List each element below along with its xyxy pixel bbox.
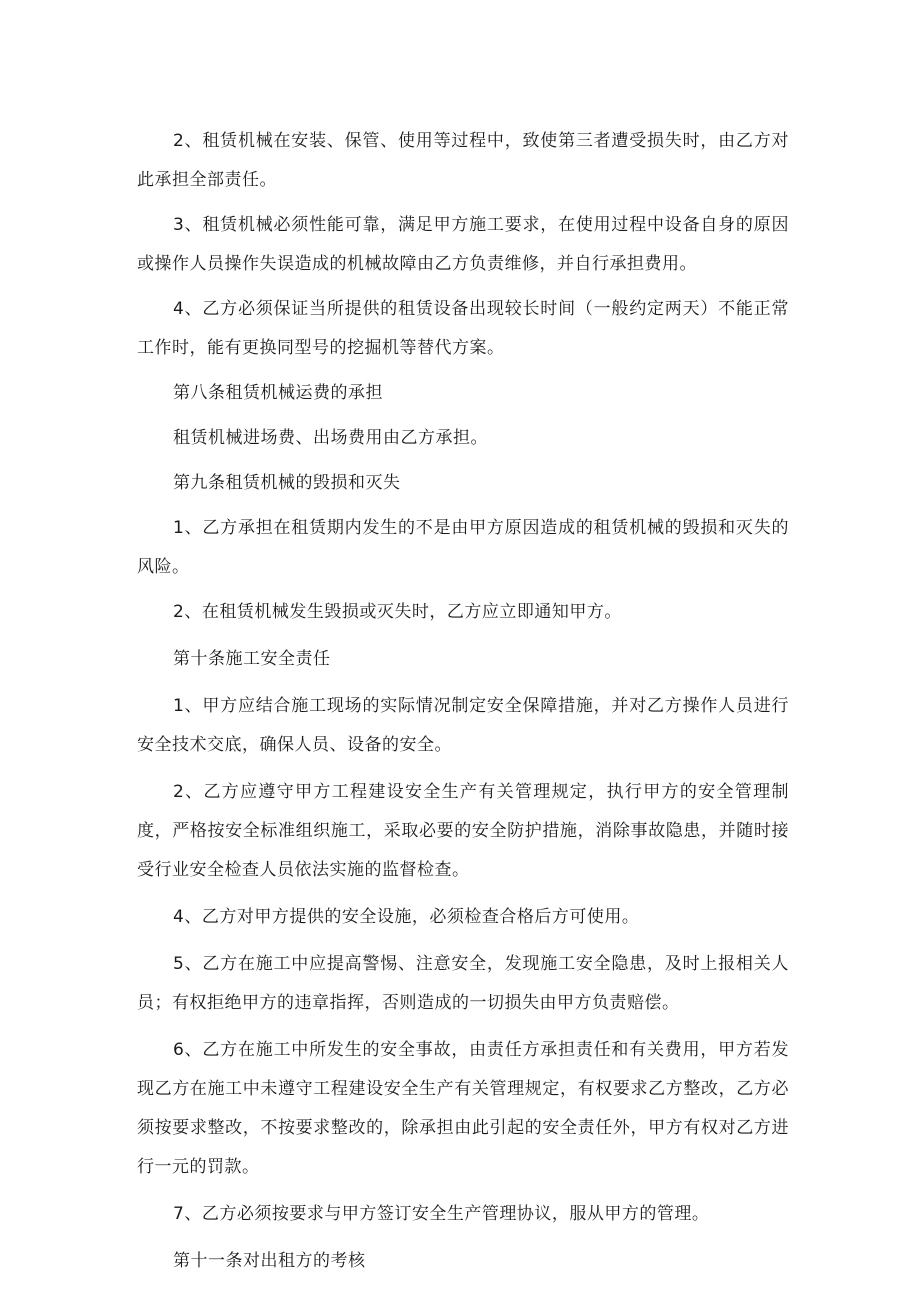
clause-paragraph: 租赁机械进场费、出场费用由乙方承担。 bbox=[173, 428, 488, 448]
document-body bbox=[137, 122, 789, 1281]
clause-paragraph: 4、乙方对甲方提供的安全设施，必须检查合格后方可使用。 bbox=[173, 907, 640, 927]
article-heading: 第十条施工安全责任 bbox=[173, 649, 331, 669]
clause-paragraph: 6、乙方在施工中所发生的安全事故，由责任方承担责任和有关费用，甲方若发现乙方在施工中未遵守工程建设安全生产有关管理规定，有权要求乙方整改，乙方必须按要求整改，不按要求整改的，除承担由此引起的安全责任外，甲方有权对乙方进行一元的罚款。 bbox=[137, 1040, 789, 1177]
clause-paragraph: 2、在租赁机械发生毁损或灭失时，乙方应立即通知甲方。 bbox=[173, 602, 622, 622]
clause-paragraph: 4、乙方必须保证当所提供的租赁设备出现较长时间（一般约定两天）不能正常工作时，能有更换同型号的挖掘机等替代方案。 bbox=[137, 299, 789, 358]
clause-paragraph: 1、甲方应结合施工现场的实际情况制定安全保障措施，并对乙方操作人员进行安全技术交底，确保人员、设备的安全。 bbox=[137, 696, 789, 755]
clause-paragraph: 2、乙方应遵守甲方工程建设安全生产有关管理规定，执行甲方的安全管理制度，严格按安全标准组织施工，采取必要的安全防护措施，消除事故隐患，并随时接受行业安全检查人员依法实施的监督检查。 bbox=[137, 782, 789, 880]
clause-paragraph: 3、租赁机械必须性能可靠，满足甲方施工要求，在使用过程中设备自身的原因或操作人员操作失误造成的机械故障由乙方负责维修，并自行承担费用。 bbox=[137, 215, 789, 274]
clause-paragraph: 5、乙方在施工中应提高警惕、注意安全，发现施工安全隐患，及时上报相关人员；有权拒绝甲方的违章指挥，否则造成的一切损失由甲方负责赔偿。 bbox=[137, 954, 789, 1013]
article-heading: 第九条租赁机械的毁损和灭失 bbox=[173, 473, 401, 493]
clause-paragraph: 2、租赁机械在安装、保管、使用等过程中，致使第三者遭受损失时，由乙方对此承担全部责任。 bbox=[137, 131, 789, 190]
article-heading: 第八条租赁机械运费的承担 bbox=[173, 383, 383, 403]
clause-paragraph: 7、乙方必须按要求与甲方签订安全生产管理协议，服从甲方的管理。 bbox=[173, 1204, 710, 1224]
clause-paragraph: 1、乙方承担在租赁期内发生的不是由甲方原因造成的租赁机械的毁损和灭失的风险。 bbox=[137, 518, 789, 577]
article-heading: 第十一条对出租方的考核 bbox=[173, 1251, 366, 1271]
